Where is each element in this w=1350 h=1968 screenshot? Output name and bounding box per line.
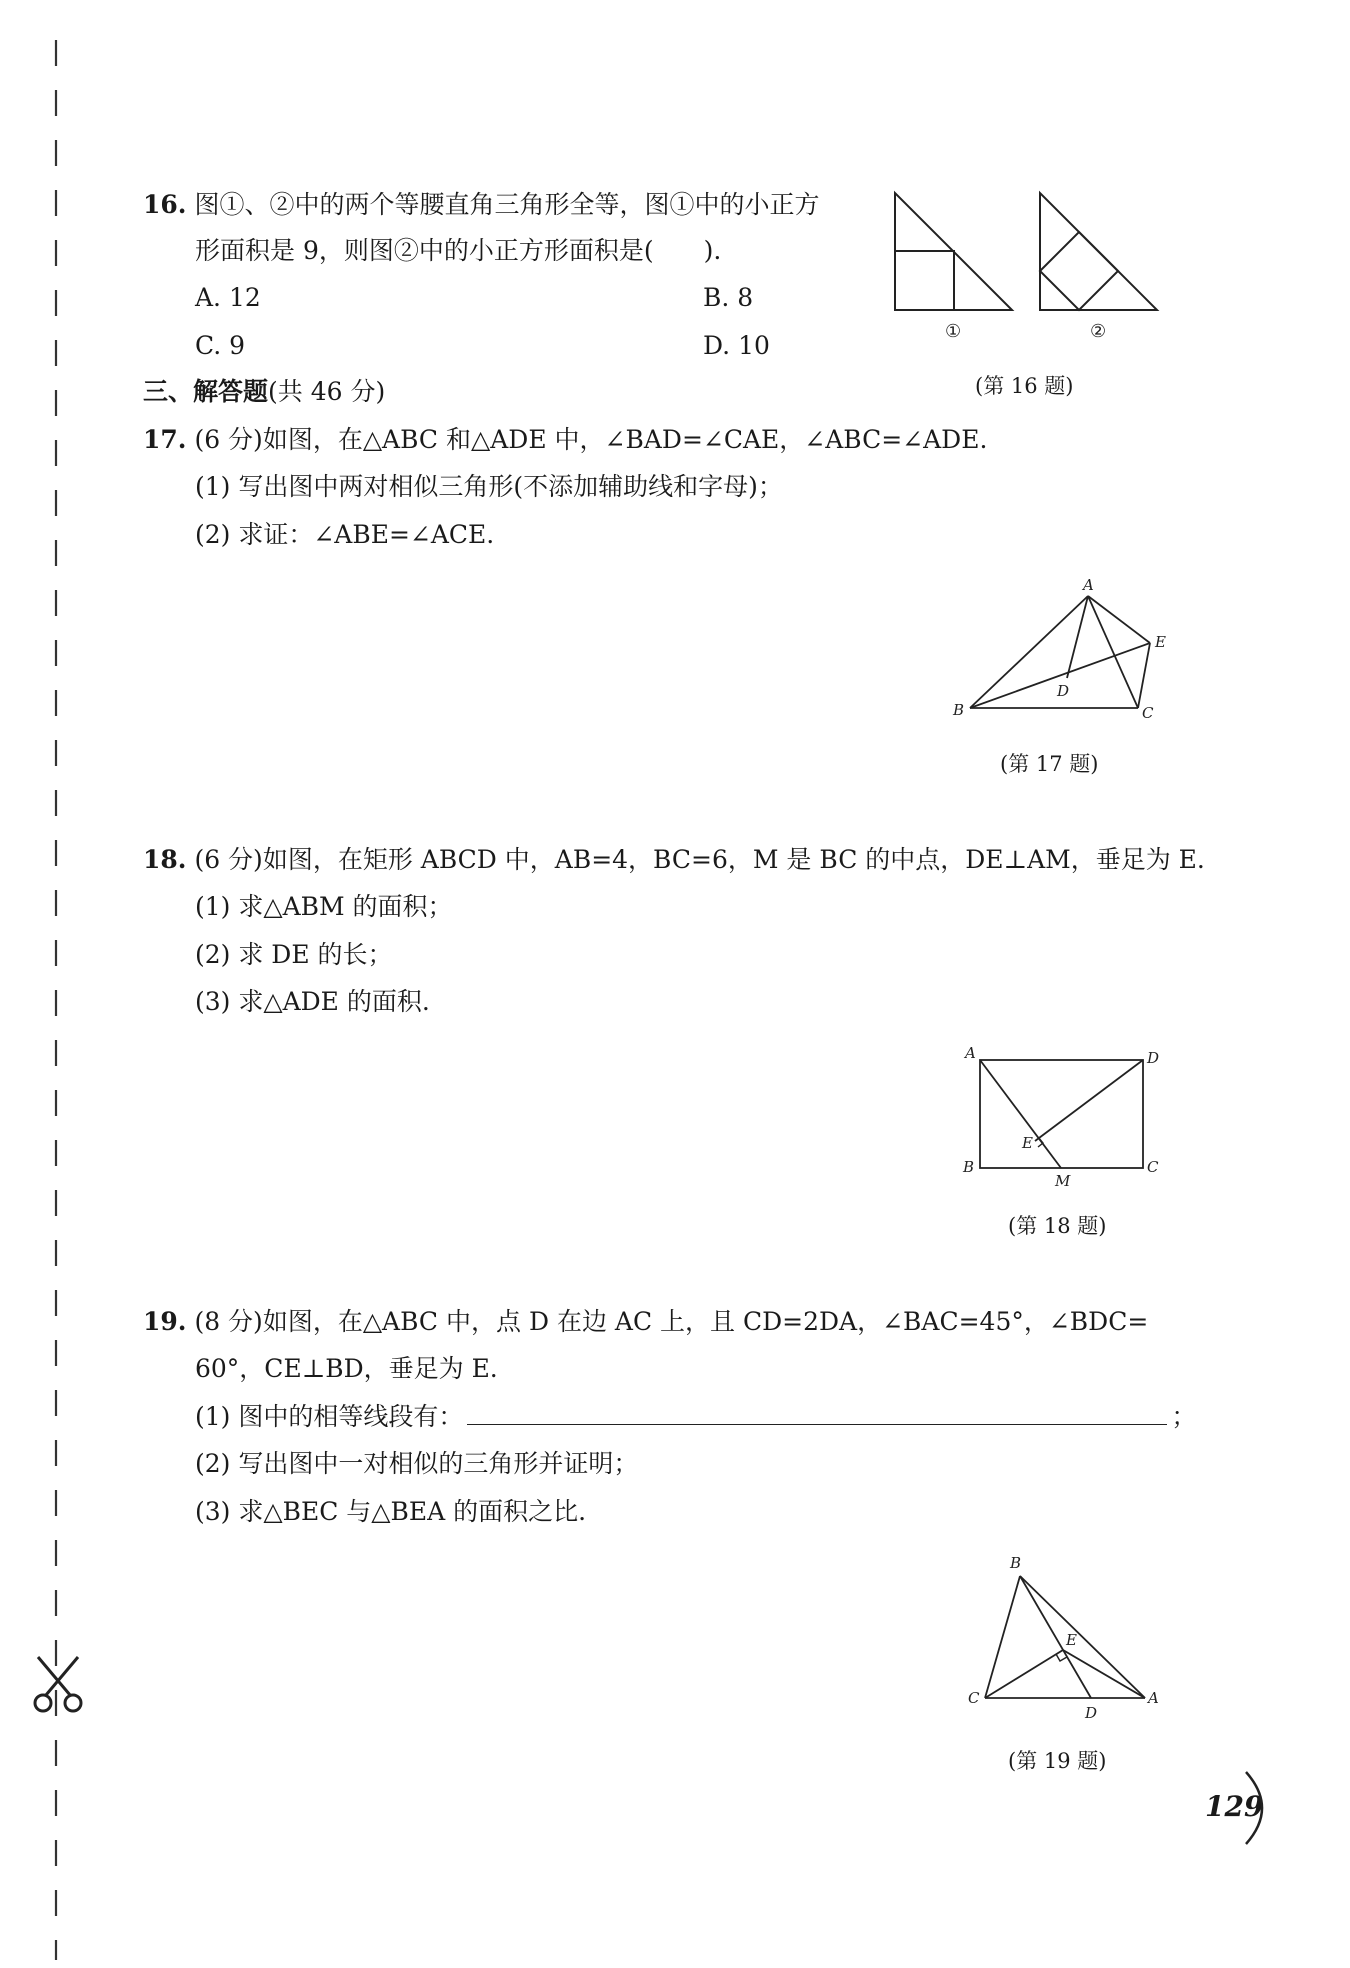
q18-stem: (6 分)如图，在矩形 ABCD 中，AB=4，BC=6，M 是 BC 的中点，DE⊥AM，垂足为 E. <box>194 845 1205 874</box>
q18-stem-line <box>143 843 1205 877</box>
q18-sub2: (2) 求 DE 的长； <box>195 940 393 969</box>
q16-option-b <box>703 281 753 315</box>
q18-point-m: M <box>1055 1172 1071 1190</box>
q19-sub1-line <box>195 1400 1196 1434</box>
q17-point-d: D <box>1057 682 1070 700</box>
q17-point-e: E <box>1155 633 1166 651</box>
q19-sub2: (2) 写出图中一对相似的三角形并证明； <box>195 1449 639 1478</box>
q16-text-line2: 形面积是 9，则图②中的小正方形面积是( ). <box>195 236 722 265</box>
q19-stem1: (8 分)如图，在△ABC 中，点 D 在边 AC 上，且 CD=2DA，∠BAC=45°，∠BDC= <box>194 1307 1149 1336</box>
page-number: 129 <box>1205 1790 1264 1823</box>
q16-number: 16. <box>143 190 187 219</box>
q16-line1 <box>143 188 819 222</box>
option-c-label: C. <box>195 331 222 360</box>
q17-point-c: C <box>1142 704 1154 722</box>
q18-sub1: (1) 求△ABM 的面积； <box>195 892 453 921</box>
q18-figure <box>955 1040 1175 1190</box>
q19-answer-blank[interactable] <box>467 1400 1167 1425</box>
q16-figure <box>890 185 1170 350</box>
option-a-value: 12 <box>228 283 261 312</box>
section3-title: 三、解答题 <box>143 377 269 406</box>
q19-point-c: C <box>968 1689 980 1707</box>
q17-sub2: (2) 求证：∠ABE=∠ACE. <box>195 520 495 549</box>
q19-sub3: (3) 求△BEC 与△BEA 的面积之比. <box>195 1497 587 1526</box>
q16-option-a <box>195 281 261 315</box>
option-c-value: 9 <box>229 331 246 360</box>
q19-number: 19. <box>143 1307 187 1336</box>
q16-text-line1: 图①、②中的两个等腰直角三角形全等，图①中的小正方 <box>194 190 820 219</box>
q18-number: 18. <box>143 845 187 874</box>
q17-point-b: B <box>953 701 965 719</box>
q17-stem: (6 分)如图，在△ABC 和△ADE 中，∠BAD=∠CAE，∠ABC=∠ADE. <box>194 425 988 454</box>
q18-point-e: E <box>1022 1134 1033 1152</box>
q17-number: 17. <box>143 425 187 454</box>
q19-point-b: B <box>1010 1554 1022 1572</box>
q17-figure <box>945 578 1175 728</box>
q17-sub1: (1) 写出图中两对相似三角形(不添加辅助线和字母)； <box>195 472 783 501</box>
q18-point-d: D <box>1147 1049 1160 1067</box>
q18-point-c: C <box>1147 1158 1159 1176</box>
q19-figure <box>960 1548 1170 1723</box>
option-d-label: D. <box>703 331 731 360</box>
q19-point-a: A <box>1148 1689 1159 1707</box>
q17-point-a: A <box>1083 578 1094 594</box>
option-b-label: B. <box>703 283 730 312</box>
q18-caption: (第 18 题) <box>1008 1214 1107 1238</box>
q18-point-b: B <box>963 1158 975 1176</box>
q19-sub1-end: ； <box>1171 1402 1197 1431</box>
option-a-label: A. <box>195 283 222 312</box>
q16-caption: (第 16 题) <box>975 374 1074 398</box>
scissors-icon <box>30 1655 86 1715</box>
q16-fig1-label: ① <box>945 321 962 342</box>
q19-point-d: D <box>1085 1704 1098 1722</box>
q17-stem-line <box>143 423 987 457</box>
option-b-value: 8 <box>737 283 754 312</box>
q19-point-e: E <box>1066 1631 1077 1649</box>
q19-caption: (第 19 题) <box>1008 1749 1107 1773</box>
q16-fig2-label: ② <box>1090 321 1107 342</box>
q18-point-a: A <box>965 1044 976 1062</box>
q16-fig1-square <box>895 251 954 310</box>
q18-sub3: (3) 求△ADE 的面积. <box>195 987 430 1016</box>
q19-stem-line1 <box>143 1305 1148 1339</box>
section3-score: (共 46 分) <box>268 377 386 406</box>
q19-sub1: (1) 图中的相等线段有： <box>195 1402 464 1431</box>
q16-option-d <box>703 329 770 363</box>
q17-caption: (第 17 题) <box>1000 752 1099 776</box>
section3-heading <box>143 375 385 409</box>
q16-option-c <box>195 329 245 363</box>
q16-fig2-square <box>1040 232 1118 310</box>
page-number-arc <box>1238 1768 1278 1848</box>
q19-stem2: 60°，CE⊥BD，垂足为 E. <box>195 1354 498 1383</box>
option-d-value: 10 <box>738 331 770 360</box>
